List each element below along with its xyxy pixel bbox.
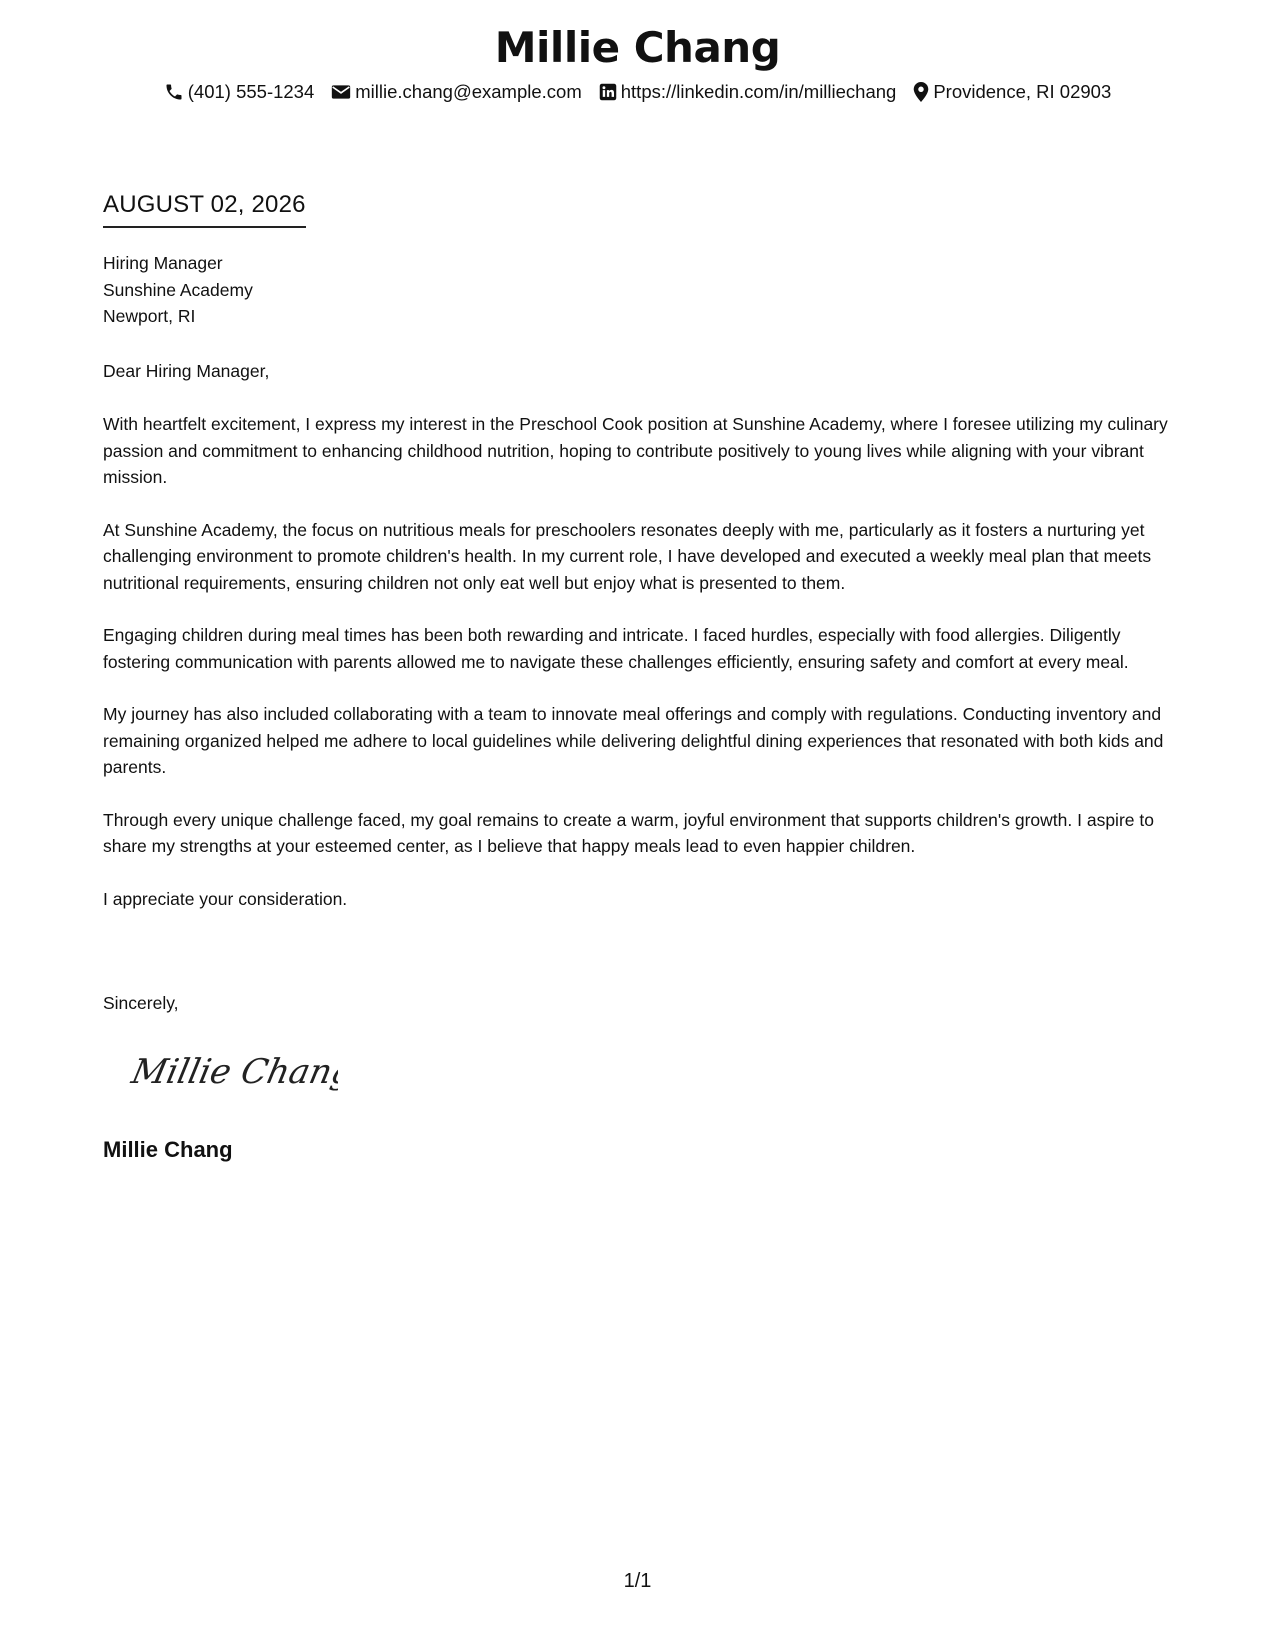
svg-text:Millie Chang: Millie Chang: [128, 1052, 338, 1092]
closing: Sincerely,: [103, 993, 179, 1013]
location-text: Providence, RI 02903: [933, 81, 1112, 102]
contact-phone[interactable]: [164, 80, 315, 104]
envelope-icon: [331, 83, 351, 101]
recipient-location: Newport, RI: [103, 306, 196, 326]
recipient-organization: Sunshine Academy: [103, 279, 253, 300]
body-paragraph-4: My journey has also included collaborating with a team to innovate meal offerings and comply with regulations. Conducting inventory and remaining organized helped me adhere to local guidelines while delivering delightful dining experiences that resonated with both kids and parents.: [103, 704, 1164, 777]
phone-icon: [164, 82, 184, 102]
signature-image: [128, 1045, 338, 1095]
contact-location: [913, 80, 1111, 104]
email-text: millie.chang@example.com: [355, 81, 582, 102]
page-number: 1/1: [623, 1570, 652, 1592]
body-paragraph-6: I appreciate your consideration.: [103, 888, 348, 909]
letter-body: [103, 411, 1175, 938]
recipient-block: [103, 250, 253, 330]
contact-linkedin[interactable]: [599, 80, 897, 104]
contact-email[interactable]: [331, 80, 581, 104]
contact-info-row: [0, 80, 1275, 104]
phone-text: (401) 555-1234: [187, 81, 315, 102]
salutation: Dear Hiring Manager,: [103, 361, 270, 381]
applicant-name-heading: Millie Chang: [494, 23, 781, 72]
body-paragraph-5: Through every unique challenge faced, my goal remains to create a warm, joyful environment that supports children's growth. I aspire to share my strengths at your esteemed center, as I believe that happy meals lead to even happier children.: [103, 809, 1154, 856]
letter-date: AUGUST 02, 2026: [103, 190, 306, 228]
body-paragraph-3: Engaging children during meal times has been both rewarding and intricate. I faced hurdles, especially with food allergies. Diligently fostering communication with parents allowed me to navigate these challenges efficiently, ensuring safety and comfort at every meal.: [103, 625, 1129, 672]
map-pin-icon: [913, 82, 929, 102]
signer-name: Millie Chang: [103, 1137, 233, 1162]
handwritten-signature: [128, 1045, 338, 1100]
recipient-title: Hiring Manager: [103, 253, 223, 273]
body-paragraph-2: At Sunshine Academy, the focus on nutritious meals for preschoolers resonates deeply with me, particularly as it fosters a nurturing yet challenging environment to promote children's health. In my current role, I have developed and executed a weekly meal plan that meets nutritional requirements, ensuring children not only eat well but enjoy what is presented to them.: [103, 519, 1152, 593]
body-paragraph-1: With heartfelt excitement, I express my interest in the Preschool Cook position at Sunshine Academy, where I foresee utilizing my culinary passion and commitment to enhancing childhood nutrition, hoping to contribute positively to young lives while aligning with your vibrant mission.: [103, 414, 1168, 487]
linkedin-icon: [599, 83, 617, 101]
linkedin-text: https://linkedin.com/in/milliechang: [620, 81, 897, 102]
